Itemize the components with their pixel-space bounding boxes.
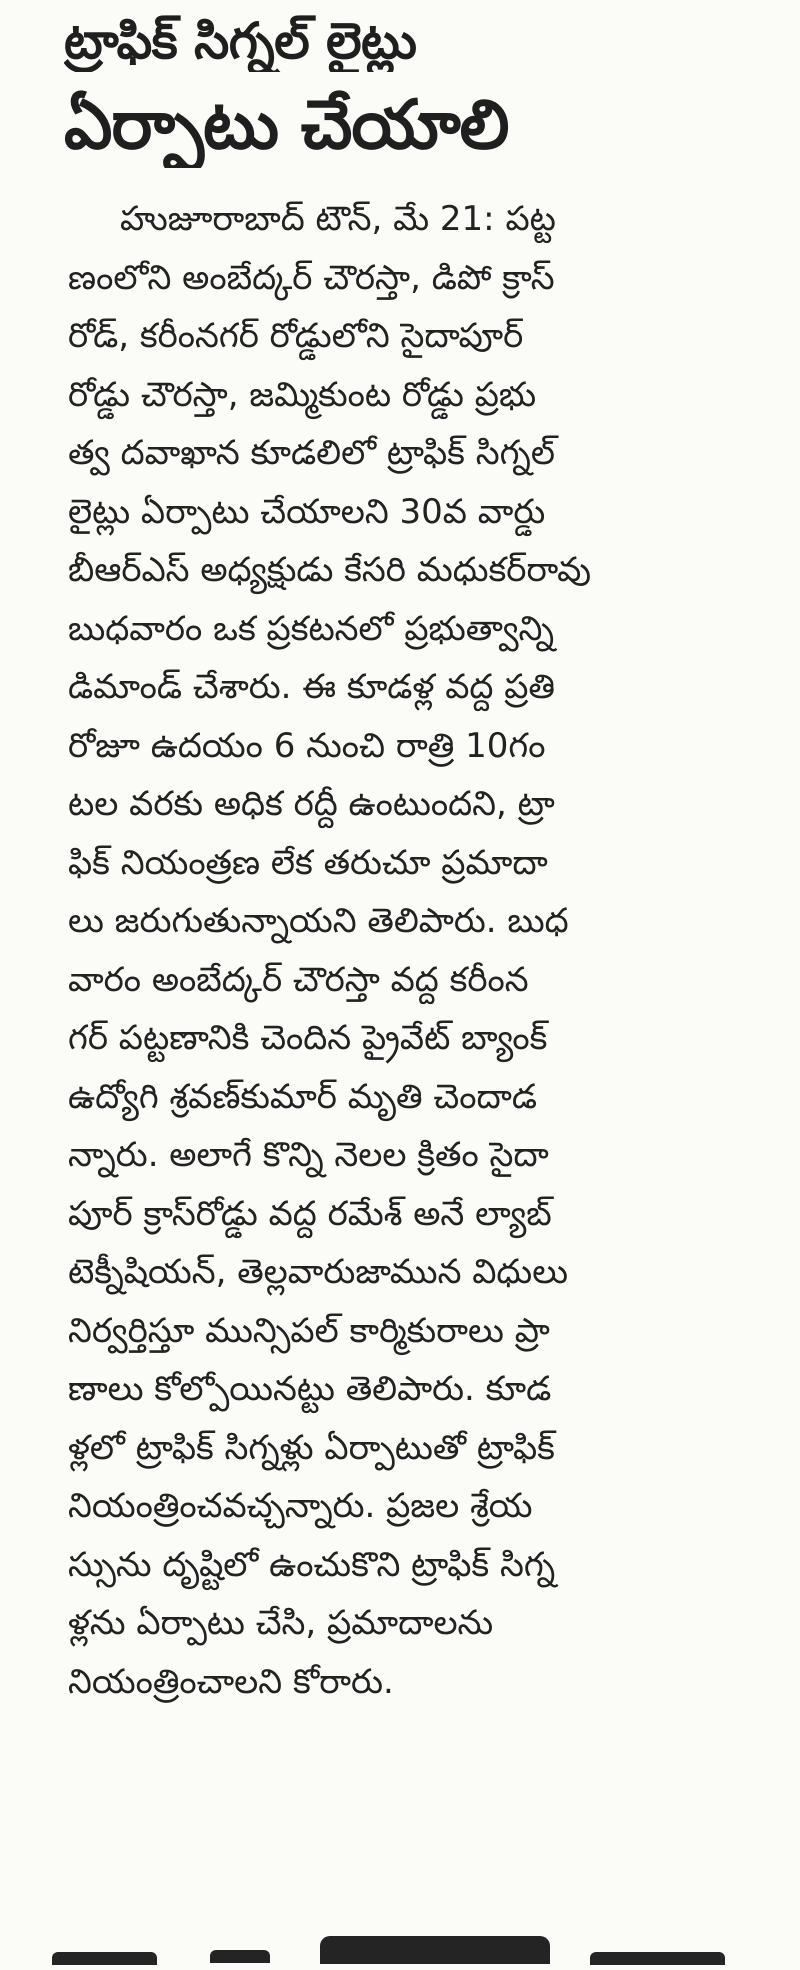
article-line: ళ్లలో ట్రాఫిక్ సిగ్నళ్లు ఏర్పాటుతో ట్రాఫిక్ [68, 1427, 555, 1468]
article-line: లైట్లు ఏర్పాటు చేయాలని 30వ వార్డు [68, 491, 546, 532]
article-line: ణాలు కోల్పోయినట్టు తెలిపారు. కూడ [68, 1369, 552, 1409]
article-line: హుజూరాబాద్ టౌన్, మే 21: పట్ట [120, 199, 556, 239]
article-line: రోడ్డు చౌరస్తా, జమ్మికుంట రోడ్డు ప్రభు [68, 374, 537, 415]
article-line: రోజూ ఉదయం 6 నుంచి రాత్రి 10గం [68, 725, 546, 766]
article-line: టెక్నీషియన్, తెల్లవారుజామున విధులు [68, 1252, 569, 1292]
article-line: డిమాండ్ చేశారు. ఈ కూడళ్ల వద్ద ప్రతి [68, 667, 555, 707]
article-line: నియంత్రించాలని కోరారు. [68, 1661, 394, 1702]
article-line: ఉద్యోగి శ్రవణ్‌కుమార్ మృతి చెందాడ [68, 1076, 538, 1117]
article-line: నియంత్రించవచ్చన్నారు. ప్రజల శ్రేయ [68, 1486, 533, 1526]
article-line: బుధవారం ఒక ప్రకటనలో ప్రభుత్వాన్ని [68, 608, 554, 649]
article-line: పూర్ క్రాస్‌రోడ్డు వద్ద రమేశ్ అనే ల్యాబ్ [68, 1193, 552, 1234]
article-line: టల వరకు అధిక రద్దీ ఉంటుందని, ట్రా [68, 784, 555, 824]
article-line: ఫిక్ నియంత్రణ లేక తరుచూ ప్రమాదా [68, 842, 548, 883]
article-line: నిర్వర్తిస్తూ మున్సిపల్ కార్మికురాలు ప్రా [68, 1310, 550, 1351]
cropped-headline-fragment [590, 1952, 725, 1965]
cropped-headline-fragment [210, 1950, 270, 1963]
cropped-headline-fragment [52, 1952, 157, 1965]
article-line: స్సును దృష్టిలో ఉంచుకొని ట్రాఫిక్ సిగ్న [68, 1544, 556, 1585]
article-line: బీఆర్ఎస్ అధ్యక్షుడు కేసరి మధుకర్‌రావు [68, 550, 592, 590]
cropped-next-headline [50, 1934, 740, 1970]
headline-line-2: ఏర్పాటు చేయాలి [64, 86, 509, 165]
headline-line-1: ట్రాఫిక్ సిగ్నల్ లైట్లు [64, 12, 417, 70]
article-line: ణంలోని అంబేద్కర్ చౌరస్తా, డిపో క్రాస్ [68, 257, 555, 298]
article-line: లు జరుగుతున్నాయని తెలిపారు. బుధ [68, 901, 569, 941]
article-line: వారం అంబేద్కర్ చౌరస్తా వద్ద కరీంన [68, 959, 529, 1000]
article-line: ళ్లను ఏర్పాటు చేసి, ప్రమాదాలను [68, 1603, 494, 1643]
article-line: న్నారు. అలాగే కొన్ని నెలల క్రితం సైదా [68, 1135, 549, 1175]
article-line: గర్ పట్టణానికి చెందిన ప్రైవేట్ బ్యాంక్ [68, 1018, 548, 1058]
article-line: రోడ్, కరీంనగర్ రోడ్డులోని సైదాపూర్ [68, 316, 524, 356]
article-body [68, 190, 732, 1711]
article-line: త్వ దవాఖాన కూడలిలో ట్రాఫిక్ సిగ్నల్ [68, 433, 555, 473]
cropped-headline-fragment [320, 1936, 550, 1964]
